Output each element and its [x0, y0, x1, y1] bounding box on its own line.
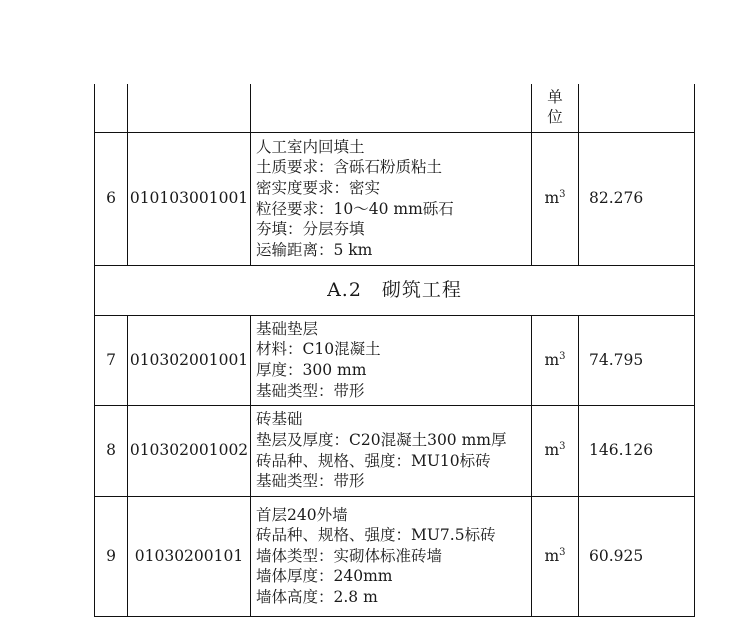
description-line: 砖品种、规格、强度：MU10标砖: [256, 451, 491, 470]
unit-cell: [532, 315, 579, 405]
description-line: 粒径要求：10～40 mm砾石: [256, 199, 454, 218]
row-number: 6: [95, 132, 128, 265]
item-code: 010302001001: [128, 315, 251, 405]
table-row: [95, 405, 695, 496]
table-row: [95, 496, 695, 616]
header-cell-desc: [251, 84, 532, 132]
table-row: [95, 132, 695, 265]
section-row: [95, 265, 695, 315]
description-line: 厚度：300 mm: [256, 361, 367, 379]
header-cell-no: [95, 84, 128, 132]
item-code: 01030200101: [128, 496, 251, 616]
quantity-cell: 60.925: [579, 496, 695, 616]
description-line: 墙体类型：实砌体标准砖墙: [256, 546, 443, 565]
item-code: 010103001001: [128, 132, 251, 265]
unit-text: m: [544, 546, 560, 565]
header-row: [95, 84, 695, 132]
header-cell-unit: [532, 84, 579, 132]
description-line: 土质要求：含砾石粉质粘土: [256, 158, 443, 177]
unit-superscript: 3: [559, 546, 566, 558]
unit-superscript: 3: [559, 350, 566, 362]
row-number: 9: [95, 496, 128, 616]
description-line: 砖品种、规格、强度：MU7.5标砖: [256, 526, 496, 545]
description-line: 垫层及厚度：C20混凝土300 mm厚: [256, 430, 507, 449]
quantity-cell: 74.795: [579, 315, 695, 405]
description-line: 基础垫层: [256, 319, 319, 338]
bill-of-quantities-table: [94, 84, 654, 608]
unit-text: m: [544, 441, 560, 460]
unit-cell: [532, 496, 579, 616]
row-number: 7: [95, 315, 128, 405]
row-number: 8: [95, 405, 128, 496]
item-description: [251, 315, 532, 405]
unit-text: m: [544, 350, 560, 369]
unit-header-label: 单 位: [547, 88, 563, 127]
description-line: 墙体高度：2.8 m: [256, 587, 378, 606]
header-cell-qty: [579, 84, 695, 132]
quantity-cell: 146.126: [579, 405, 695, 496]
header-cell-code: [128, 84, 251, 132]
description-line: 首层240外墙: [256, 505, 348, 524]
item-code: 010302001002: [128, 405, 251, 496]
table-row: [95, 315, 695, 405]
item-description: [251, 405, 532, 496]
unit-cell: [532, 132, 579, 265]
description-line: 墙体厚度：240mm: [256, 567, 393, 586]
description-line: 材料：C10混凝土: [256, 340, 381, 359]
description-line: 基础类型：带形: [256, 381, 365, 400]
unit-superscript: 3: [559, 189, 566, 201]
unit-superscript: 3: [559, 441, 566, 453]
description-line: 基础类型：带形: [256, 472, 365, 491]
description-line: 运输距离：5 km: [256, 240, 373, 259]
unit-cell: [532, 405, 579, 496]
item-description: [251, 132, 532, 265]
unit-text: m: [544, 189, 560, 208]
description-line: 砖基础: [256, 410, 303, 429]
section-title: A.2 砌筑工程: [95, 265, 695, 315]
quantity-cell: 82.276: [579, 132, 695, 265]
item-description: [251, 496, 532, 616]
description-line: 密实度要求：密实: [256, 178, 381, 197]
description-line: 人工室内回填土: [256, 137, 365, 156]
description-line: 夯填：分层夯填: [256, 220, 365, 239]
